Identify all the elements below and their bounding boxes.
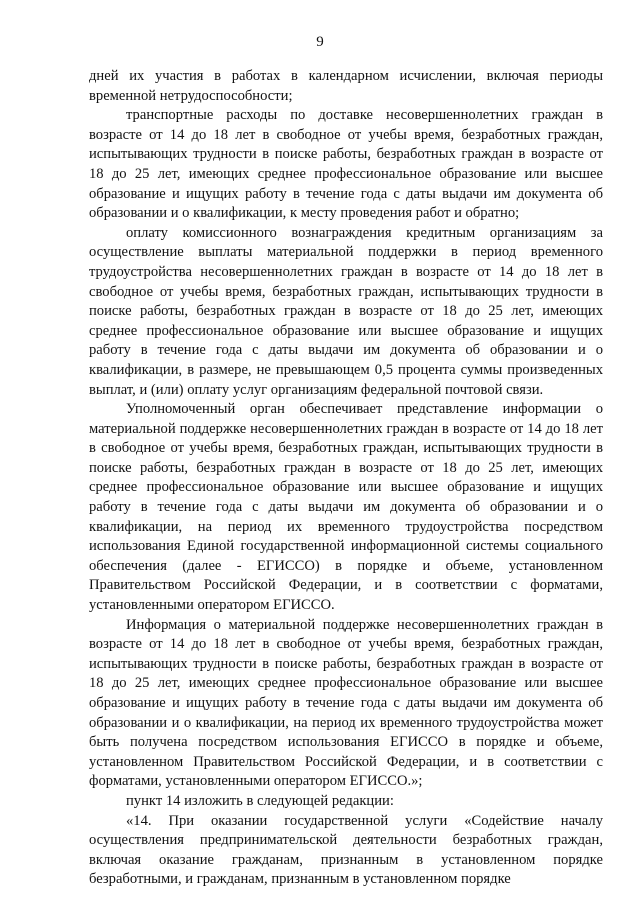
paragraph-6: пункт 14 изложить в следующей редакции: [126,792,394,809]
paragraph-5: Информация о материальной поддержке несовершеннолетних граждан в возрасте от 14 до 18 лет в свободное от учебы время, безработных граждан, испытывающих трудности в поиске работы, безработных граждан в возрасте от 18 до 25 лет, имеющих среднее профессиональное образование или высшее образование и ищущих работу в течение года с даты выдачи им документа об образовании и о квалификации, на период их временного трудоустройства может быть получена посредством использования ЕГИССО в порядке и объеме, установленном Правительством Российской Федерации, и в соответствии с форматами, установленными оператором ЕГИССО.»; [89,616,603,790]
paragraph-4: Уполномоченный орган обеспечивает представление информации о материальной поддержке несовершеннолетних граждан в возрасте от 14 до 18 лет в свободное от учебы время, безработных граждан, испытывающих трудности в поиске работы, безработных граждан в возрасте от 18 до 25 лет, имеющих среднее профессиональное образование или высшее образование и ищущих работу в течение года с даты выдачи им документа об образовании и о квалификации, на период их временного трудоустройства посредством использования Единой государственной информационной системы социального обеспечения (далее - ЕГИССО) в порядке и объеме, установленном Правительством Российской Федерации, и в соответствии с форматами, установленными оператором ЕГИССО. [89,401,603,614]
paragraph-2: транспортные расходы по доставке несовершеннолетних граждан в возрасте от 14 до 18 лет в свободное от учебы время, безработных граждан, испытывающих трудности в поиске работы, безработных граждан в возрасте от 18 до 25 лет, имеющих среднее профессиональное образование или высшее образование и ищущих работу в течение года с даты выдачи им документа об образовании и о квалификации, к месту проведения работ и обратно; [89,107,603,222]
page-number: 9 [316,34,324,50]
paragraph-3: оплату комиссионного вознаграждения кредитным организациям за осуществление выплаты материальной поддержки в период временного трудоустройства несовершеннолетних граждан в возрасте от 14 до 18 лет в свободное от учебы время, безработных граждан, испытывающих трудности в поиске работы, безработных граждан в возрасте от 18 до 25 лет, имеющих среднее профессиональное образование или высшее образование и ищущих работу в течение года с даты выдачи им документа об образовании и о квалификации, в размере, не превышающем 0,5 процента суммы произведенных выплат, и (или) оплату услуг организациям федеральной почтовой связи. [89,224,603,398]
paragraph-1: дней их участия в работах в календарном исчислении, включая периоды временной нетрудоспособности; [89,68,603,104]
document-body [89,67,603,890]
paragraph-7: «14. При оказании государственной услуги «Содействие началу осуществления предпринимательской деятельности безработных граждан, включая оказание гражданам, признанным в установленном порядке безработными, и гражданам, признанным в установленном порядке [89,812,603,888]
